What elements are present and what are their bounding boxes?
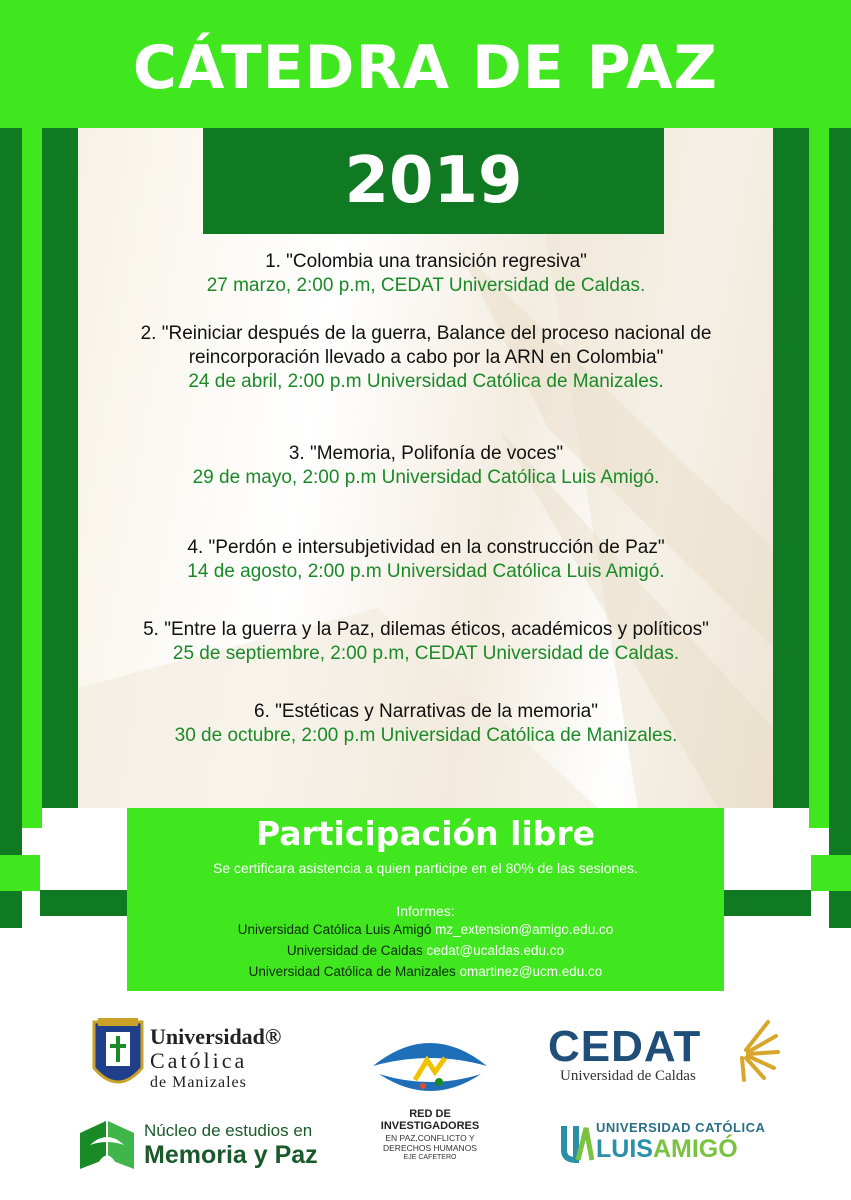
nucleo-line1: Núcleo de estudios en — [144, 1121, 313, 1140]
cedat-subtitle: Universidad de Caldas — [560, 1068, 696, 1084]
book-leaf-icon — [76, 1115, 138, 1171]
contact-email[interactable]: omartinez@ucm.edu.co — [459, 964, 603, 979]
red-line2: INVESTIGADORES — [380, 1120, 480, 1132]
red-title — [360, 1108, 500, 1132]
session-date: 29 de mayo, 2:00 p.m Universidad Católica Luis Amigó. — [192, 467, 660, 488]
amigo-line1: UNIVERSIDAD CATÓLICA — [596, 1120, 766, 1135]
session-item — [86, 536, 766, 584]
session-title: 6. "Estéticas y Narrativas de la memoria" — [254, 701, 598, 722]
session-item — [86, 700, 766, 748]
left-dark-bar — [0, 128, 22, 928]
contact-line — [127, 943, 724, 958]
ua-monogram-icon — [560, 1124, 594, 1164]
session-date: 30 de octubre, 2:00 p.m Universidad Católica de Manizales. — [174, 725, 678, 746]
eye-icon — [365, 1030, 495, 1102]
red-line1: RED DE — [409, 1108, 451, 1120]
ucm-line2: Católica — [150, 1048, 248, 1073]
contact-email[interactable]: mz_extension@amigo.edu.co — [435, 922, 614, 937]
left-bright-bar — [22, 128, 42, 828]
right-bright-bar — [809, 128, 829, 828]
poster-year: 2019 — [344, 144, 523, 218]
contact-line — [127, 922, 724, 937]
red-investigadores-logo — [360, 1030, 500, 1170]
right-dark-bar — [829, 128, 851, 928]
red-line3: EN PAZ,CONFLICTO Y — [385, 1133, 475, 1143]
ucm-line3: de Manizales — [150, 1074, 247, 1091]
participation-title: Participación libre — [255, 814, 596, 853]
contact-org: Universidad Católica Luis Amigó — [237, 922, 432, 937]
right-bottom-block — [811, 855, 851, 891]
left-bottom-block — [0, 855, 40, 891]
ucm-logo — [92, 1018, 292, 1098]
contact-org: Universidad Católica de Manizales — [248, 964, 456, 979]
session-item — [86, 322, 766, 394]
session-title: 5. "Entre la guerra y la Paz, dilemas éticos, académicos y políticos" — [143, 619, 709, 640]
contact-org: Universidad de Caldas — [286, 943, 423, 958]
session-item — [86, 250, 766, 298]
session-title: 2. "Reiniciar después de la guerra, Balance del proceso nacional de reincorporación llevado a cabo por la ARN en Colombia" — [140, 323, 712, 368]
nucleo-logo — [76, 1115, 336, 1175]
cedat-name: CEDAT — [548, 1022, 702, 1071]
session-title: 3. "Memoria, Polifonía de voces" — [288, 443, 564, 464]
session-title: 4. "Perdón e intersubjetividad en la construcción de Paz" — [187, 537, 665, 558]
session-date: 25 de septiembre, 2:00 p.m, CEDAT Universidad de Caldas. — [172, 643, 680, 664]
informes-label: Informes: — [396, 903, 455, 919]
red-subtitle — [360, 1133, 500, 1163]
session-date: 14 de agosto, 2:00 p.m Universidad Católica Luis Amigó. — [187, 561, 665, 582]
session-item — [86, 618, 766, 666]
poster-title: CÁTEDRA DE PAZ — [132, 33, 719, 103]
certification-note: Se certificara asistencia a quien participe en el 80% de las sesiones. — [213, 860, 638, 876]
session-title: 1. "Colombia una transición regresiva" — [265, 251, 587, 272]
ucm-shield-icon — [92, 1018, 144, 1096]
cedat-logo — [548, 1018, 788, 1088]
left-bottom-bar — [40, 890, 127, 916]
session-list — [86, 250, 766, 748]
amigo-line2 — [596, 1134, 738, 1164]
right-bottom-bar — [724, 890, 811, 916]
red-line5: EJE CAFETERO — [403, 1154, 457, 1161]
sun-rays-icon — [728, 1018, 780, 1082]
session-item — [86, 442, 766, 490]
left-inner-dark-bar — [42, 128, 78, 808]
contact-line — [127, 964, 724, 979]
contact-email[interactable]: cedat@ucaldas.edu.co — [426, 943, 565, 958]
amigo-amigo: AMIGÓ — [652, 1135, 738, 1163]
luis-amigo-logo — [560, 1120, 790, 1170]
right-inner-dark-bar — [773, 128, 809, 808]
red-line4: DERECHOS HUMANOS — [383, 1143, 477, 1153]
session-date: 27 marzo, 2:00 p.m, CEDAT Universidad de Caldas. — [206, 275, 646, 296]
nucleo-line2: Memoria y Paz — [144, 1141, 318, 1169]
ucm-line1: Universidad® — [150, 1024, 282, 1049]
session-date: 24 de abril, 2:00 p.m Universidad Católica de Manizales. — [188, 371, 664, 392]
amigo-luis: LUIS — [596, 1135, 653, 1163]
